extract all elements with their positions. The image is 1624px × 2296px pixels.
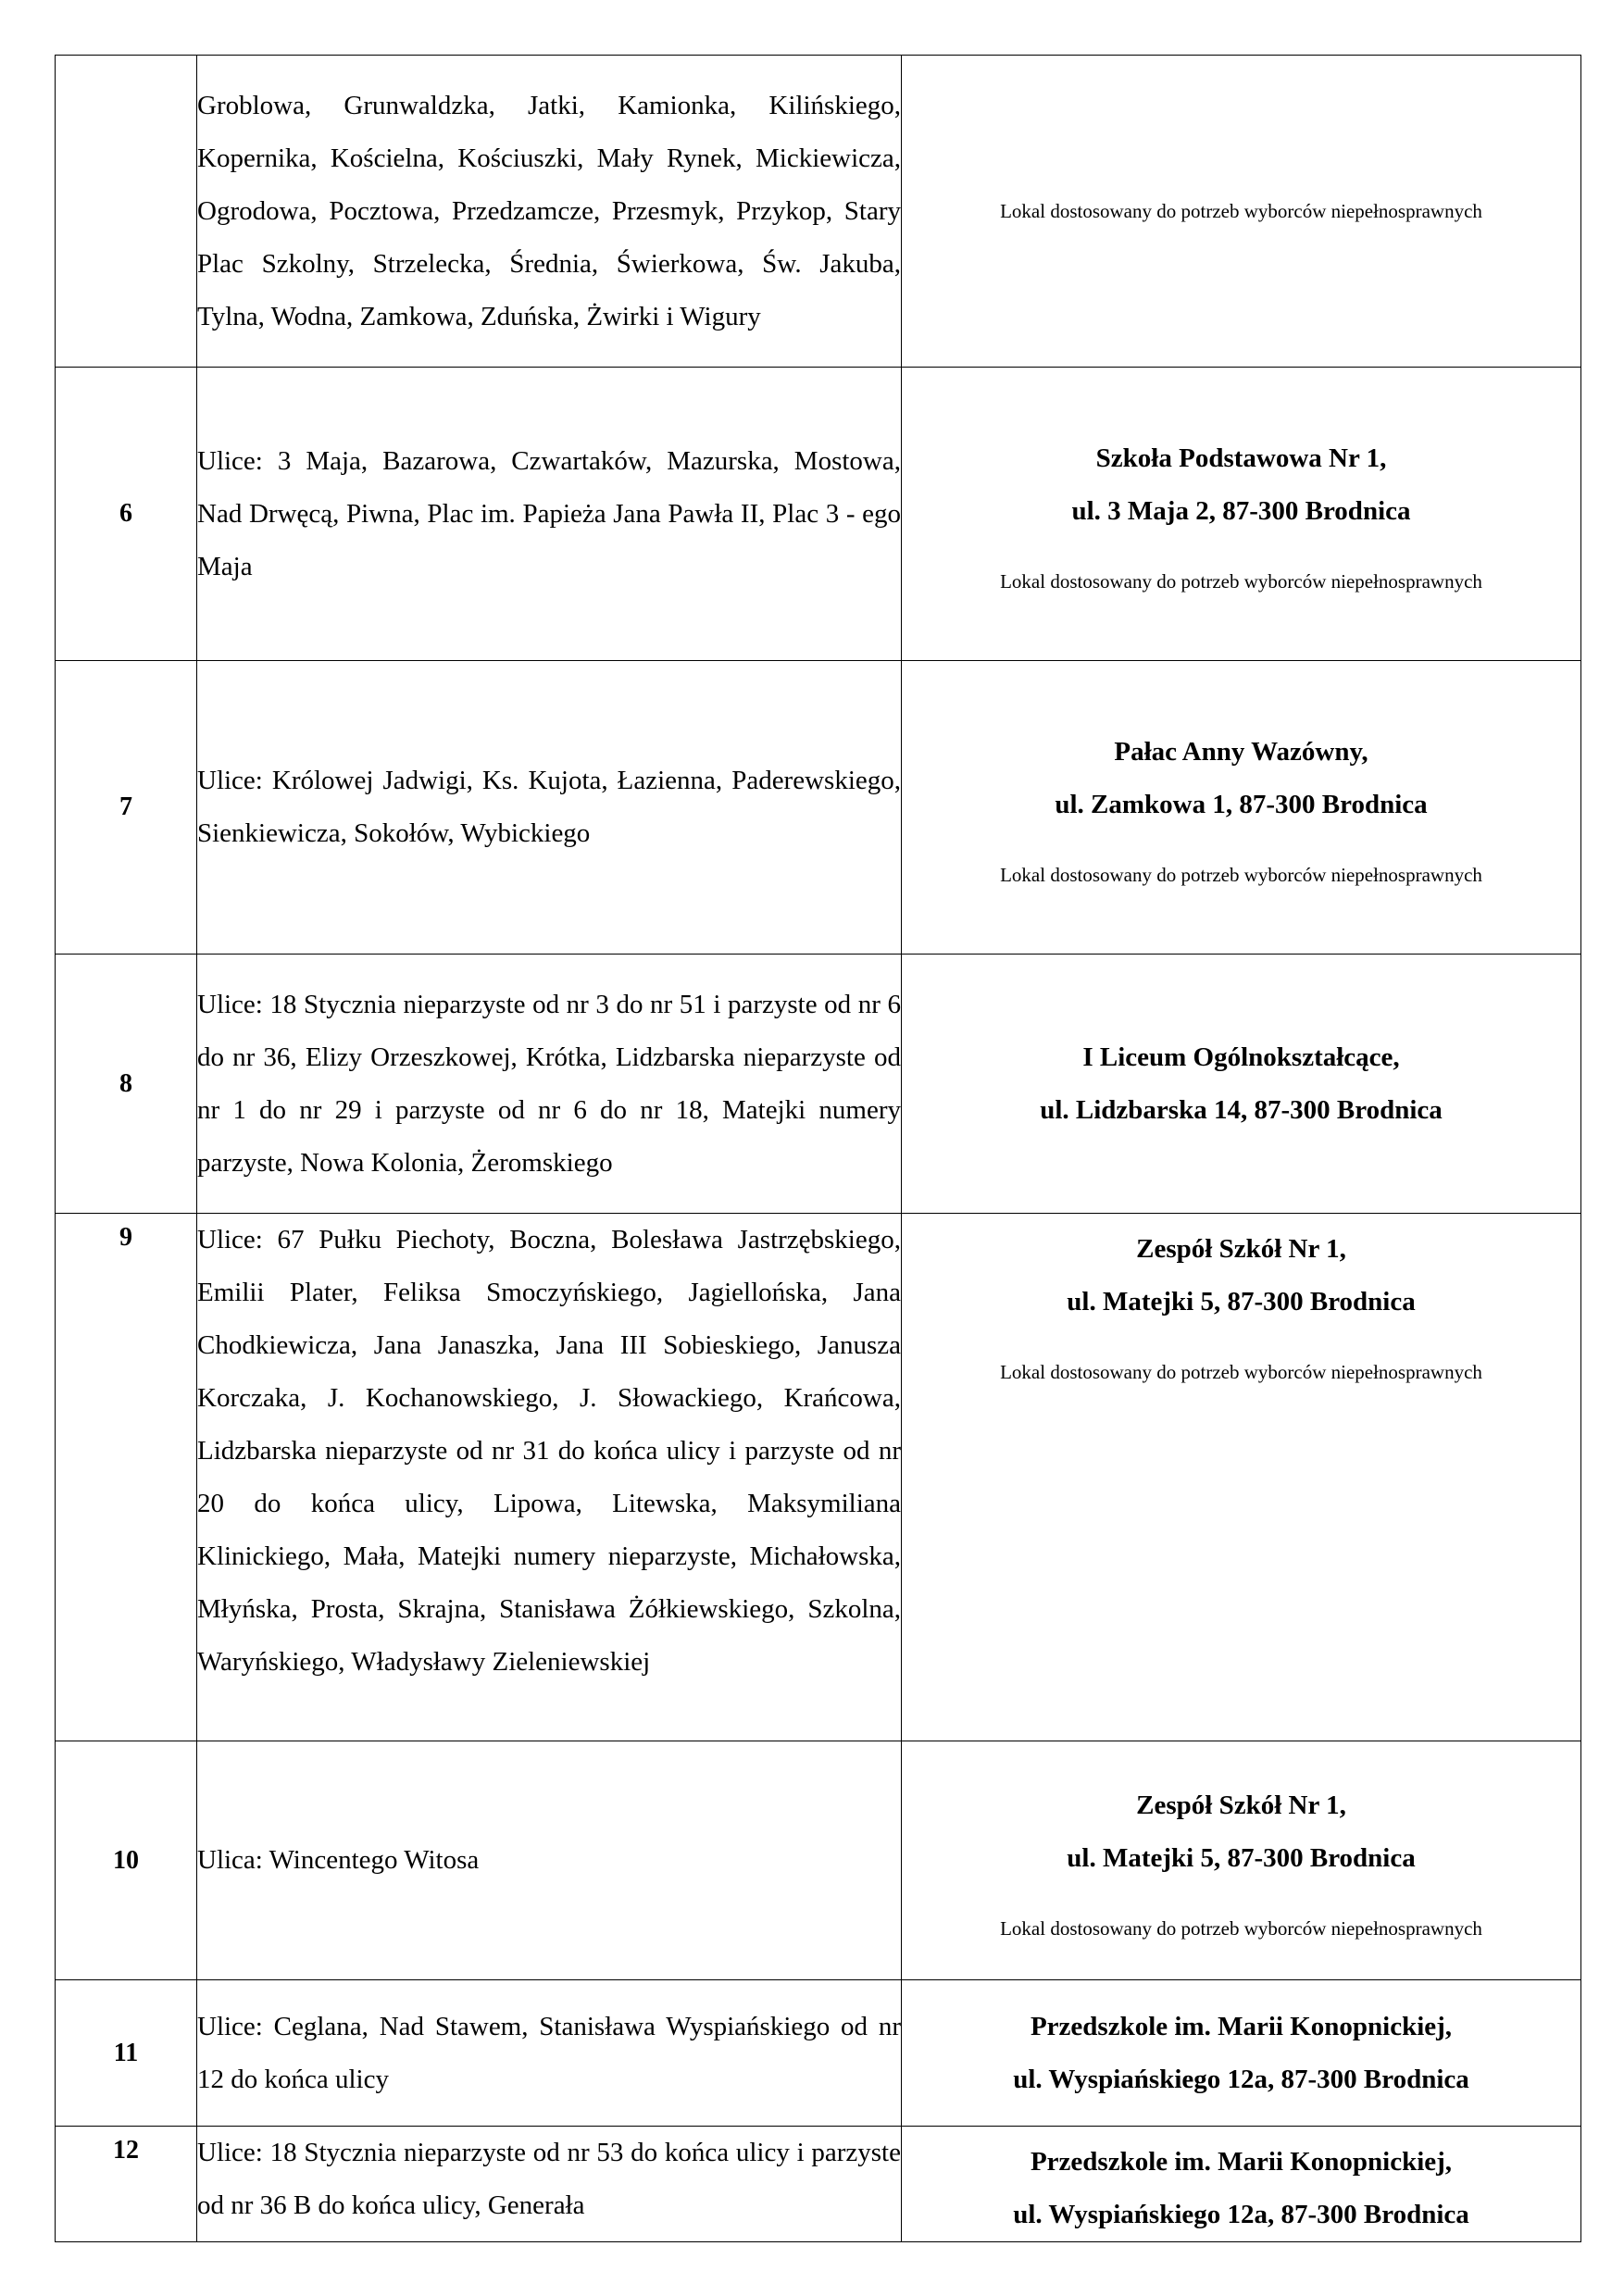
polling-place bbox=[902, 1214, 1581, 1741]
polling-place bbox=[902, 2127, 1581, 2242]
district-streets: Groblowa, Grunwaldzka, Jatki, Kamionka, Kilińskiego, Kopernika, Kościelna, Kościuszki, Mały Rynek, Mickiewicza, Ogrodowa, Pocztowa, Przedzamcze, Przesmyk, Przykop, Stary Plac Szkolny, Strzelecka, Średnia, Świerkowa, Św. Jakuba, Tylna, Wodna, Zamkowa, Zduńska, Żwirki i Wigury bbox=[197, 56, 902, 368]
polling-place-name: Pałac Anny Wazówny, bbox=[1114, 737, 1368, 767]
accessibility-note: Lokal dostosowany do potrzeb wyborców niepełnosprawnych bbox=[1000, 864, 1482, 886]
polling-place-name: I Liceum Ogólnokształcące, bbox=[1082, 1042, 1400, 1072]
accessibility-note: Lokal dostosowany do potrzeb wyborców niepełnosprawnych bbox=[1000, 1916, 1482, 1940]
district-number: 12 bbox=[56, 2127, 197, 2242]
district-streets: Ulica: Wincentego Witosa bbox=[197, 1741, 902, 1980]
table-row bbox=[56, 2127, 1581, 2242]
polling-place-address: ul. Matejki 5, 87-300 Brodnica bbox=[1067, 1287, 1416, 1316]
polling-place bbox=[902, 368, 1581, 661]
district-streets: Ulice: 3 Maja, Bazarowa, Czwartaków, Mazurska, Mostowa, Nad Drwęcą, Piwna, Plac im. Papieża Jana Pawła II, Plac 3 - ego Maja bbox=[197, 368, 902, 661]
district-number bbox=[56, 56, 197, 368]
district-number: 8 bbox=[56, 955, 197, 1214]
table-row bbox=[56, 368, 1581, 661]
table-row bbox=[56, 661, 1581, 955]
polling-place-name: Zespół Szkół Nr 1, bbox=[1136, 1790, 1346, 1820]
polling-place-name: Przedszkole im. Marii Konopnickiej, bbox=[1030, 2147, 1453, 2177]
polling-place-address: ul. Zamkowa 1, 87-300 Brodnica bbox=[1055, 790, 1428, 819]
accessibility-note: Lokal dostosowany do potrzeb wyborców niepełnosprawnych bbox=[1000, 1361, 1482, 1383]
polling-place-address: ul. Wyspiańskiego 12a, 87-300 Brodnica bbox=[1013, 2200, 1469, 2229]
polling-district-table bbox=[55, 55, 1581, 2242]
table-row bbox=[56, 1214, 1581, 1741]
district-streets: Ulice: 18 Stycznia nieparzyste od nr 53 do końca ulicy i parzyste od nr 36 B do końca ulicy, Generała bbox=[197, 2127, 902, 2242]
polling-place bbox=[902, 955, 1581, 1214]
table-row bbox=[56, 56, 1581, 368]
polling-place bbox=[902, 661, 1581, 955]
polling-place-address: ul. Matejki 5, 87-300 Brodnica bbox=[1067, 1842, 1416, 1873]
polling-place bbox=[902, 1980, 1581, 2127]
district-number: 9 bbox=[56, 1214, 197, 1741]
accessibility-note: Lokal dostosowany do potrzeb wyborców niepełnosprawnych bbox=[1000, 200, 1482, 222]
polling-place-name: Przedszkole im. Marii Konopnickiej, bbox=[1030, 2011, 1453, 2041]
district-streets: Ulice: Królowej Jadwigi, Ks. Kujota, Łazienna, Paderewskiego, Sienkiewicza, Sokołów, Wybickiego bbox=[197, 661, 902, 955]
polling-place bbox=[902, 1741, 1581, 1980]
polling-place bbox=[902, 56, 1581, 368]
polling-place-address: ul. 3 Maja 2, 87-300 Brodnica bbox=[1071, 496, 1411, 526]
table-row bbox=[56, 1980, 1581, 2127]
polling-place-address: ul. Wyspiańskiego 12a, 87-300 Brodnica bbox=[1013, 2064, 1469, 2094]
polling-place-address: ul. Lidzbarska 14, 87-300 Brodnica bbox=[1040, 1094, 1443, 1125]
table-row bbox=[56, 1741, 1581, 1980]
polling-place-name: Zespół Szkół Nr 1, bbox=[1136, 1234, 1346, 1264]
district-number: 6 bbox=[56, 368, 197, 661]
table-row bbox=[56, 955, 1581, 1214]
district-number: 11 bbox=[56, 1980, 197, 2127]
district-streets: Ulice: Ceglana, Nad Stawem, Stanisława Wyspiańskiego od nr 12 do końca ulicy bbox=[197, 1980, 902, 2127]
district-number: 7 bbox=[56, 661, 197, 955]
district-streets: Ulice: 67 Pułku Piechoty, Boczna, Bolesława Jastrzębskiego, Emilii Plater, Feliksa Smoczyńskiego, Jagiellońska, Jana Chodkiewicza, Jana Janaszka, Jana III Sobieskiego, Janusza Korczaka, J. Kochanowskiego, J. Słowackiego, Krańcowa, Lidzbarska nieparzyste od nr 31 do końca ulicy i parzyste od nr 20 do końca ulicy, Lipowa, Litewska, Maksymiliana Klinickiego, Mała, Matejki numery nieparzyste, Michałowska, Młyńska, Prosta, Skrajna, Stanisława Żółkiewskiego, Szkolna, Waryńskiego, Władysławy Zieleniewskiej bbox=[197, 1214, 902, 1741]
district-number: 10 bbox=[56, 1741, 197, 1980]
polling-place-name: Szkoła Podstawowa Nr 1, bbox=[1095, 443, 1387, 473]
accessibility-note: Lokal dostosowany do potrzeb wyborców niepełnosprawnych bbox=[1000, 570, 1482, 593]
district-streets: Ulice: 18 Stycznia nieparzyste od nr 3 do nr 51 i parzyste od nr 6 do nr 36, Elizy Orzeszkowej, Krótka, Lidzbarska nieparzyste od nr 1 do nr 29 i parzyste od nr 6 do nr 18, Matejki numery parzyste, Nowa Kolonia, Żeromskiego bbox=[197, 955, 902, 1214]
